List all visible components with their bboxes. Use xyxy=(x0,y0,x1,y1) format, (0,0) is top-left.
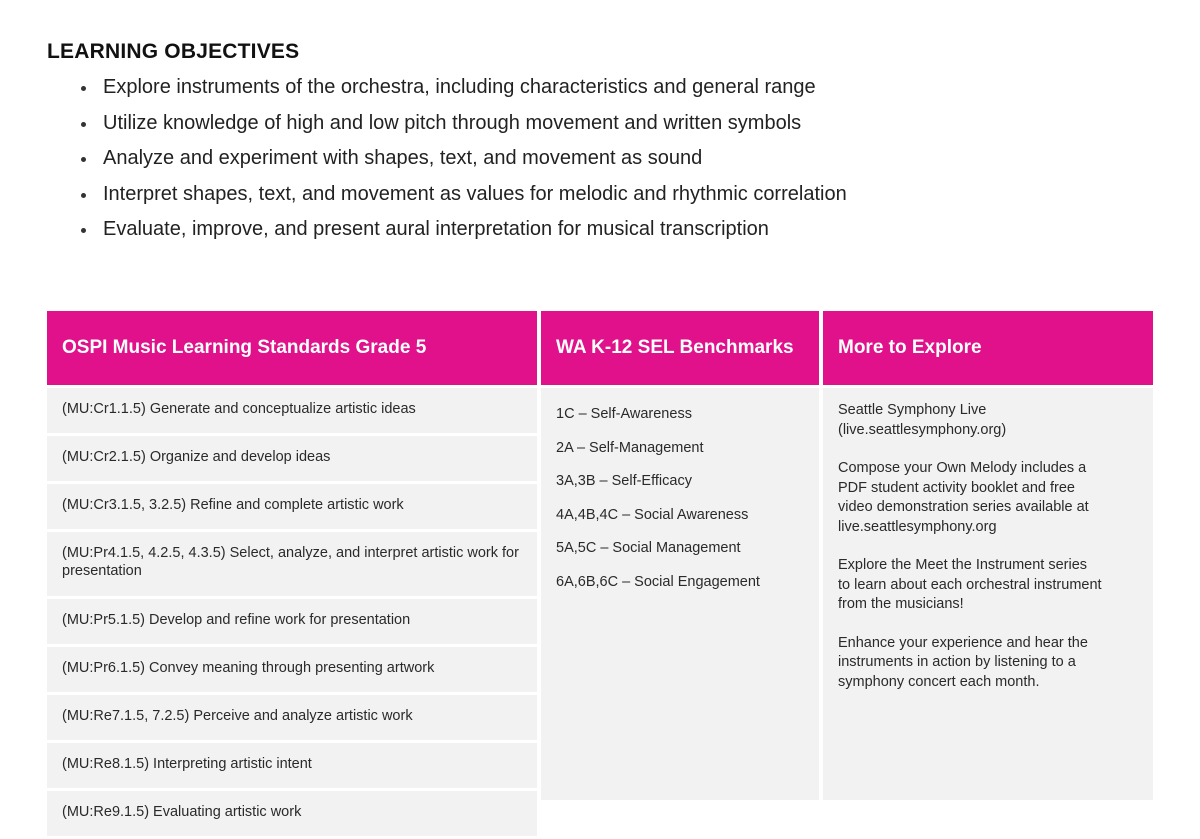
explore-line: from the musicians! xyxy=(838,596,964,612)
explore-line: Enhance your experience and hear the xyxy=(838,634,1088,651)
explore-column-header: More to Explore xyxy=(823,311,1153,385)
standards-column xyxy=(47,311,537,820)
explore-paragraph xyxy=(838,459,1138,537)
explore-line: to learn about each orchestral instrument xyxy=(838,576,1102,593)
explore-line: live.seattlesymphony.org xyxy=(838,518,997,535)
explore-paragraph xyxy=(838,401,1138,440)
standard-row: (MU:Cr1.1.5) Generate and conceptualize artistic ideas xyxy=(47,388,537,436)
sel-column-body xyxy=(541,388,819,800)
objective-item: Analyze and experiment with shapes, text, and movement as sound xyxy=(77,141,1147,177)
explore-line: symphony concert each month. xyxy=(838,673,1040,690)
explore-line: video demonstration series available at xyxy=(838,499,1089,515)
learning-objectives xyxy=(47,40,1147,248)
explore-paragraph xyxy=(838,556,1138,615)
objective-item: Explore instruments of the orchestra, including characteristics and general range xyxy=(77,70,1147,106)
standards-column-body xyxy=(47,388,537,839)
standard-row: (MU:Re7.1.5, 7.2.5) Perceive and analyze artistic work xyxy=(47,695,537,743)
explore-column-body xyxy=(823,388,1153,800)
standard-row: (MU:Cr2.1.5) Organize and develop ideas xyxy=(47,436,537,484)
objectives-list xyxy=(47,70,1147,248)
objective-item: Evaluate, improve, and present aural interpretation for musical transcription xyxy=(77,212,1147,248)
standards-column-header: OSPI Music Learning Standards Grade 5 xyxy=(47,311,537,385)
standard-row: (MU:Re9.1.5) Evaluating artistic work xyxy=(47,791,537,839)
standards-table xyxy=(47,311,1153,820)
explore-line: (live.seattlesymphony.org) xyxy=(838,421,1007,438)
sel-item: 4A,4B,4C – Social Awareness xyxy=(556,506,749,523)
explore-line: Compose your Own Melody includes a xyxy=(838,460,1087,476)
sel-item: 3A,3B – Self-Efficacy xyxy=(556,473,692,489)
objective-item: Utilize knowledge of high and low pitch through movement and written symbols xyxy=(77,106,1147,142)
explore-line: instruments in action by listening to a xyxy=(838,654,1076,670)
objectives-heading: LEARNING OBJECTIVES xyxy=(47,40,300,63)
explore-line: Seattle Symphony Live xyxy=(838,402,987,418)
sel-item: 5A,5C – Social Management xyxy=(556,540,741,556)
standard-row: (MU:Pr5.1.5) Develop and refine work for presentation xyxy=(47,599,537,647)
sel-item: 1C – Self-Awareness xyxy=(556,406,692,422)
sel-column-header: WA K-12 SEL Benchmarks xyxy=(541,311,819,385)
sel-item: 6A,6B,6C – Social Engagement xyxy=(556,573,760,590)
objective-item: Interpret shapes, text, and movement as values for melodic and rhythmic correlation xyxy=(77,177,1147,213)
explore-line: Explore the Meet the Instrument series xyxy=(838,557,1088,573)
explore-line: PDF student activity booklet and free xyxy=(838,479,1075,496)
explore-column xyxy=(823,311,1153,800)
standard-row: (MU:Cr3.1.5, 3.2.5) Refine and complete artistic work xyxy=(47,484,537,532)
sel-item: 2A – Self-Management xyxy=(556,439,704,456)
sel-column xyxy=(541,311,819,800)
standard-row: (MU:Pr6.1.5) Convey meaning through presenting artwork xyxy=(47,647,537,695)
standard-row: (MU:Pr4.1.5, 4.2.5, 4.3.5) Select, analyze, and interpret artistic work for presentation xyxy=(47,532,537,599)
explore-paragraph xyxy=(838,634,1138,693)
standard-row: (MU:Re8.1.5) Interpreting artistic intent xyxy=(47,743,537,791)
